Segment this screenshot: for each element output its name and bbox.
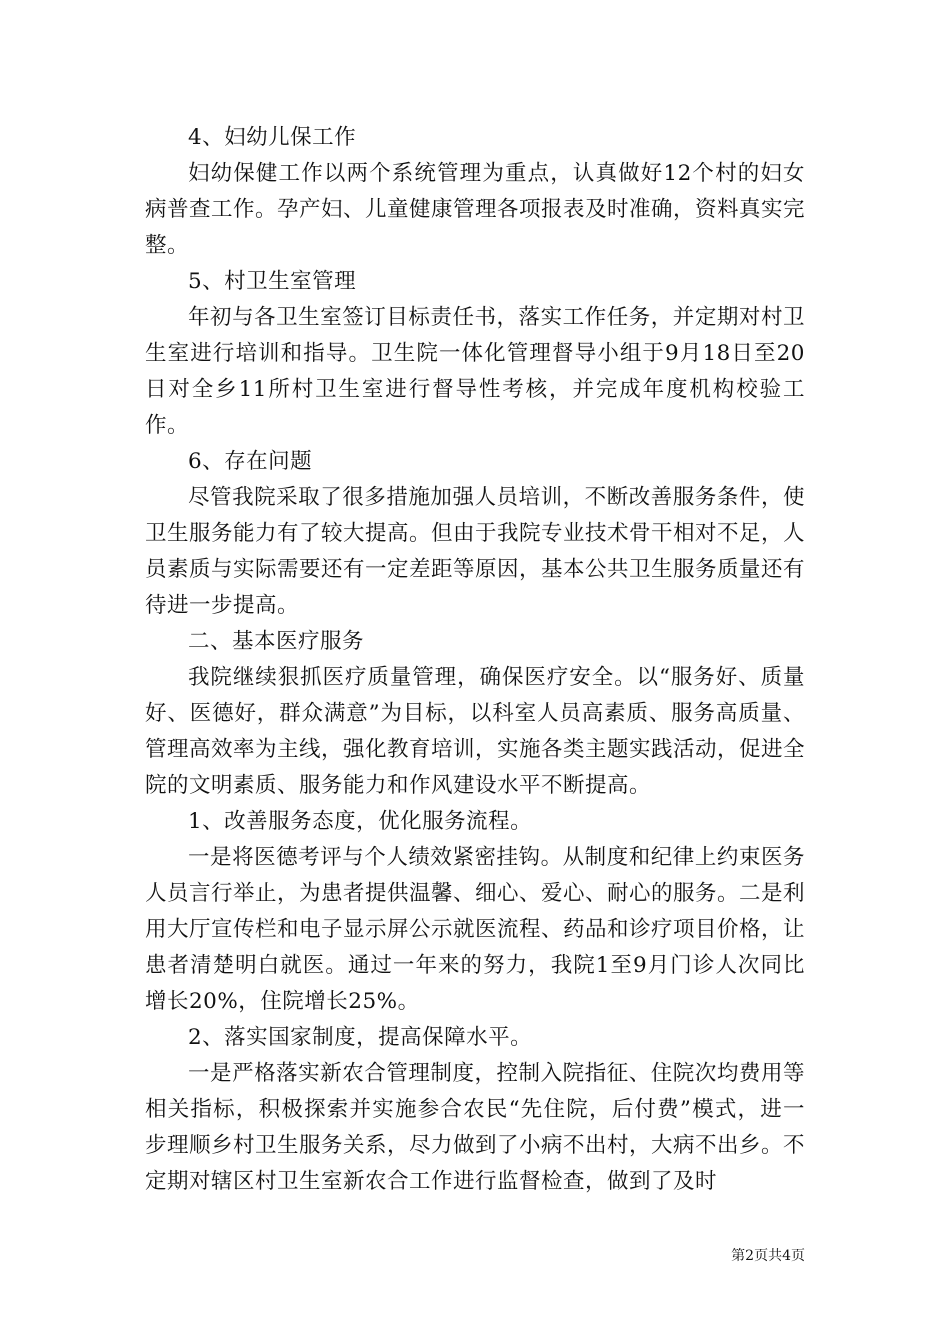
section-heading-basic-medical: 二、基本医疗服务 [188,629,365,654]
paragraph-problems: 尽管我院采取了很多措施加强人员培训，不断改善服务条件，使卫生服务能力有了较大提高。但由于我院专业技术骨干相对不足，人员素质与实际需要还有一定差距等原因，基本公共卫生服务质量还有待进一步提高。 [145,485,806,618]
section-heading-problems: 6、存在问题 [188,449,313,474]
section-heading-national-system: 2、落实国家制度，提高保障水平。 [188,1025,533,1050]
paragraph-basic-medical: 我院继续狠抓医疗质量管理，确保医疗安全。以“服务好、质量好、医德好，群众满意”为目标，以科室人员高素质、服务高质量、管理高效率为主线，强化教育培训，实施各类主题实践活动，促进全院的文明素质、服务能力和作风建设水平不断提高。 [145,665,806,798]
paragraph-village-clinic: 年初与各卫生室签订目标责任书，落实工作任务，并定期对村卫生室进行培训和指导。卫生院一体化管理督导小组于9月18日至20日对全乡11所村卫生室进行督导性考核，并完成年度机构校验工作。 [145,305,805,438]
paragraph-service-attitude: 一是将医德考评与个人绩效紧密挂钩。从制度和纪律上约束医务人员言行举止，为患者提供温馨、细心、爱心、耐心的服务。二是利用大厅宣传栏和电子显示屏公示就医流程、药品和诊疗项目价格，让患者清楚明白就医。通过一年来的努力，我院1至9月门诊人次同比增长20%，住院增长25%。 [145,845,806,1014]
section-heading-service-attitude: 1、改善服务态度，优化服务流程。 [188,809,533,834]
section-heading-village-clinic: 5、村卫生室管理 [188,269,357,294]
section-heading-maternal-child: 4、妇幼儿保工作 [188,125,357,150]
document-body [145,120,805,1200]
paragraph-maternal-child: 妇幼保健工作以两个系统管理为重点，认真做好12个村的妇女病普查工作。孕产妇、儿童健康管理各项报表及时准确，资料真实完整。 [145,161,806,258]
page-number-footer: 第2页共4页 [731,1248,805,1264]
paragraph-national-system: 一是严格落实新农合管理制度，控制入院指征、住院次均费用等相关指标，积极探索并实施参合农民“先住院，后付费”模式，进一步理顺乡村卫生服务关系，尽力做到了小病不出村，大病不出乡。不定期对辖区村卫生室新农合工作进行监督检查，做到了及时 [145,1061,806,1194]
